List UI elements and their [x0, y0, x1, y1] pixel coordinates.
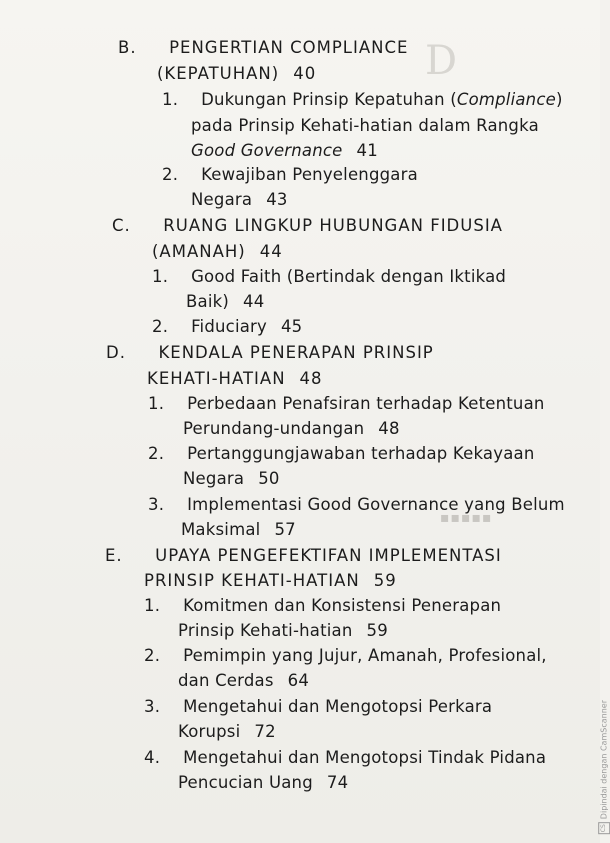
item-text-line1: Implementasi Good Governance yang Belum	[187, 495, 565, 514]
item-number: 3.	[148, 495, 165, 514]
item-number: 2.	[144, 646, 161, 665]
section-c-heading	[112, 216, 503, 235]
item-text-line2: dan Cerdas	[178, 671, 274, 690]
section-e-title-line2: PRINSIP KEHATI-HATIAN	[144, 571, 360, 590]
item-text-line2: Prinsip Kehati-hatian	[178, 621, 353, 640]
toc-item-d2-cont	[183, 469, 280, 488]
item-page: 50	[258, 469, 280, 488]
item-text-line1: Good Faith (Bertindak dengan Iktikad	[191, 267, 507, 286]
item-number: 4.	[144, 748, 161, 767]
toc-item-c2	[152, 317, 302, 336]
section-b-label: B.	[118, 38, 137, 57]
toc-item-d3	[148, 495, 565, 514]
item-text-line1-italic: Compliance	[456, 90, 556, 109]
bleed-through-heading: D	[425, 38, 459, 84]
item-text-line2: Negara	[191, 190, 253, 209]
item-text-line1: Fiduciary	[191, 317, 267, 336]
scanner-watermark	[598, 700, 610, 834]
section-e-heading	[105, 546, 502, 565]
item-page: 44	[243, 292, 265, 311]
section-b-title-line1: PENGERTIAN COMPLIANCE	[169, 38, 409, 57]
item-number: 2.	[148, 444, 165, 463]
item-page: 48	[378, 419, 400, 438]
toc-item-e4-cont	[178, 773, 348, 792]
section-c-page: 44	[259, 242, 283, 261]
section-d-heading	[106, 343, 434, 362]
section-e-label: E.	[105, 546, 123, 565]
item-page: 72	[254, 722, 276, 741]
item-text-line1: Pertanggungjawaban terhadap Kekayaan	[187, 444, 535, 463]
section-c-title-line2: (AMANAH)	[152, 242, 246, 261]
item-text-line1: Mengetahui dan Mengotopsi Tindak Pidana	[183, 748, 547, 767]
toc-item-d1-cont	[183, 419, 400, 438]
section-c-heading-cont	[152, 242, 283, 261]
item-number: 1.	[144, 596, 161, 615]
toc-item-e1-cont	[178, 621, 388, 640]
item-text-line1: Perbedaan Penafsiran terhadap Ketentuan	[187, 394, 545, 413]
item-page: 41	[356, 141, 378, 160]
toc-item-b2	[162, 165, 418, 184]
toc-item-c1-cont	[186, 292, 264, 311]
item-page: 59	[366, 621, 388, 640]
bleed-through-text: ▪▪▪▪▪	[440, 510, 493, 526]
toc-item-e3-cont	[178, 722, 276, 741]
toc-item-d2	[148, 444, 534, 463]
item-page: 74	[326, 773, 349, 792]
item-text-line2: Baik)	[186, 292, 230, 311]
item-number: 1.	[152, 267, 169, 286]
item-page: 45	[280, 317, 303, 336]
item-number: 1.	[148, 394, 165, 413]
item-text-line2: Maksimal	[181, 520, 261, 539]
item-text-line1: Mengetahui dan Mengotopsi Perkara	[183, 697, 493, 716]
toc-item-e2-cont	[178, 671, 309, 690]
section-d-page: 48	[299, 369, 323, 388]
section-d-heading-cont	[147, 369, 323, 388]
item-page: 43	[266, 190, 288, 209]
toc-item-d3-cont	[181, 520, 296, 539]
toc-item-e4	[144, 748, 546, 767]
item-number: 2.	[162, 165, 179, 184]
item-text-line2: Korupsi	[178, 722, 241, 741]
item-text-line1: Pemimpin yang Jujur, Amanah, Profesional,	[183, 646, 547, 665]
item-text-line2: Negara	[183, 469, 245, 488]
section-c-title-line1: RUANG LINGKUP HUBUNGAN FIDUSIA	[163, 216, 503, 235]
section-e-page: 59	[373, 571, 397, 590]
item-text-line1: Kewajiban Penyelenggara	[201, 165, 418, 184]
section-b-heading-cont	[157, 64, 316, 83]
section-c-label: C.	[112, 216, 131, 235]
toc-item-c1	[152, 267, 506, 286]
section-e-title-line1: UPAYA PENGEFEKTIFAN IMPLEMENTASI	[155, 546, 502, 565]
item-page: 57	[274, 520, 296, 539]
item-text-line1-b: )	[555, 90, 563, 109]
item-text-line2: Perundang-undangan	[183, 419, 365, 438]
section-d-label: D.	[106, 343, 126, 362]
toc-item-b1-cont2	[191, 141, 378, 160]
item-text-line3: Good Governance	[191, 141, 343, 160]
toc-item-b2-cont	[191, 190, 288, 209]
section-d-title-line2: KEHATI-HATIAN	[147, 369, 286, 388]
item-text-line2: Pencucian Uang	[178, 773, 313, 792]
toc-item-e2	[144, 646, 547, 665]
section-e-heading-cont	[144, 571, 397, 590]
item-page: 64	[287, 671, 310, 690]
section-b-page: 40	[293, 64, 317, 83]
watermark-text: Dipindai dengan CamScanner	[599, 700, 609, 820]
item-number: 3.	[144, 697, 161, 716]
toc-item-d1	[148, 394, 545, 413]
toc-item-b1-cont	[191, 116, 539, 135]
toc-item-b1	[162, 90, 563, 109]
camscanner-icon: CS	[598, 822, 610, 834]
item-text-line2: pada Prinsip Kehati-hatian dalam Rangka	[191, 116, 539, 135]
item-text-line1-a: Dukungan Prinsip Kepatuhan (	[201, 90, 457, 109]
section-d-title-line1: KENDALA PENERAPAN PRINSIP	[158, 343, 434, 362]
toc-item-e1	[144, 596, 501, 615]
item-number: 1.	[162, 90, 179, 109]
section-b-title-line2: (KEPATUHAN)	[157, 64, 280, 83]
toc-item-e3	[144, 697, 492, 716]
item-text-line1: Komitmen dan Konsistensi Penerapan	[183, 596, 502, 615]
item-number: 2.	[152, 317, 169, 336]
section-b-heading	[118, 38, 408, 57]
